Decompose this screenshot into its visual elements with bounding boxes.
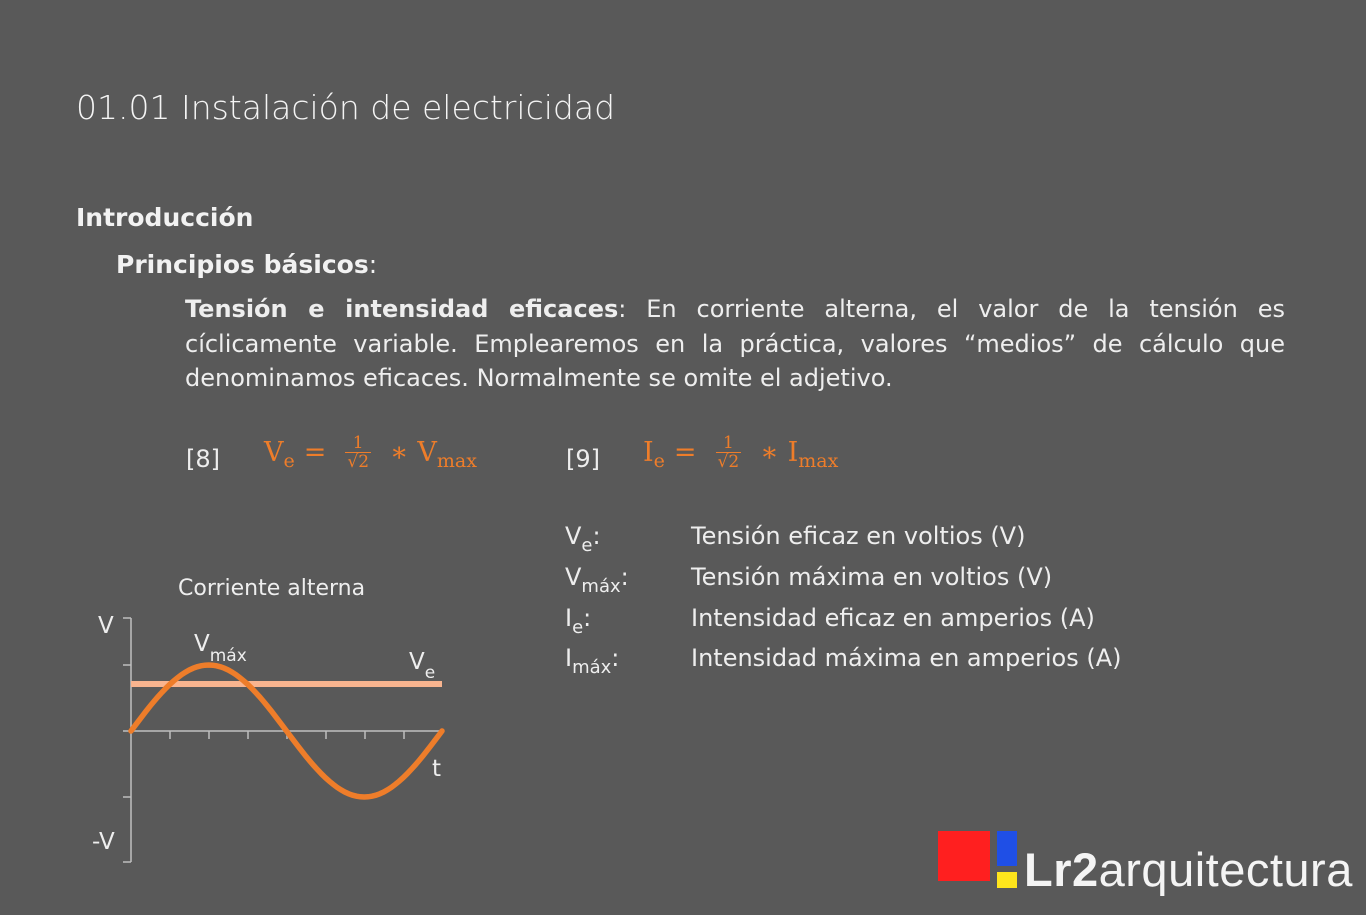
y-top-label: V bbox=[98, 613, 114, 639]
definition-paragraph bbox=[185, 292, 1285, 396]
logo-red-square bbox=[938, 831, 990, 881]
eq9-lhs: $I_e$ bbox=[643, 437, 665, 472]
eq9-fraction: $\frac{1}{√2}$ bbox=[717, 433, 740, 472]
eq9-times: ∗ bbox=[760, 437, 779, 468]
eq9-equals: = bbox=[673, 437, 697, 468]
eq8-rhs: $V_{max}$ bbox=[417, 437, 477, 472]
subsection-heading bbox=[116, 250, 377, 279]
x-axis-label: t bbox=[432, 756, 442, 782]
legend-symbol: $I_{máx}$: bbox=[565, 644, 620, 678]
equation-8 bbox=[264, 434, 477, 471]
subsection-title: Principios básicos bbox=[116, 250, 369, 279]
eq9-rhs: $I_{max}$ bbox=[787, 437, 839, 472]
ac-waveform-diagram bbox=[80, 600, 460, 870]
equation-8-number: [8] bbox=[186, 445, 220, 473]
eq8-lhs: $V_e$ bbox=[264, 437, 295, 472]
section-heading: Introducción bbox=[76, 203, 254, 232]
logo-yellow-bar bbox=[997, 872, 1017, 888]
legend-row bbox=[565, 522, 1026, 556]
legend-row bbox=[565, 644, 1122, 678]
legend-symbol: $V_{máx}$: bbox=[565, 563, 629, 597]
legend-symbol: $I_e$: bbox=[565, 604, 592, 638]
legend-row bbox=[565, 563, 1053, 597]
chart-title: Corriente alterna bbox=[178, 576, 366, 601]
subsection-colon: : bbox=[368, 250, 378, 279]
equation-9 bbox=[643, 434, 838, 471]
legend-symbol: $V_e$: bbox=[565, 522, 601, 556]
legend-row bbox=[565, 604, 1095, 638]
paragraph-text: : En corriente alterna, el valor de la tensión es cíclicamente variable. Emplearemos en la práctica, valores “medios” de cálculo que denominamos eficaces. Normalmente se omite el adjetivo. bbox=[185, 295, 1285, 392]
legend-description: Tensión eficaz en voltios (V) bbox=[691, 522, 1026, 550]
legend-description: Tensión máxima en voltios (V) bbox=[691, 563, 1053, 591]
equation-9-number: [9] bbox=[566, 445, 600, 473]
legend-description: Intensidad eficaz en amperios (A) bbox=[691, 604, 1095, 632]
eq8-fraction: $\frac{1}{√2}$ bbox=[347, 433, 370, 472]
logo-wordmark: Lr2arquitectura bbox=[1024, 843, 1353, 896]
y-bottom-label: -V bbox=[92, 829, 115, 855]
paragraph-term: Tensión e intensidad eficaces bbox=[185, 295, 619, 323]
eq8-times: ∗ bbox=[390, 437, 409, 468]
logo-blue-bar bbox=[997, 831, 1017, 866]
peak-label: $V_{máx}$ bbox=[194, 631, 247, 666]
eq8-equals: = bbox=[303, 437, 327, 468]
legend-description: Intensidad máxima en amperios (A) bbox=[691, 644, 1122, 672]
effective-label: $V_e$ bbox=[409, 649, 436, 683]
page-title: 01.01 Instalación de electricidad bbox=[76, 88, 616, 127]
